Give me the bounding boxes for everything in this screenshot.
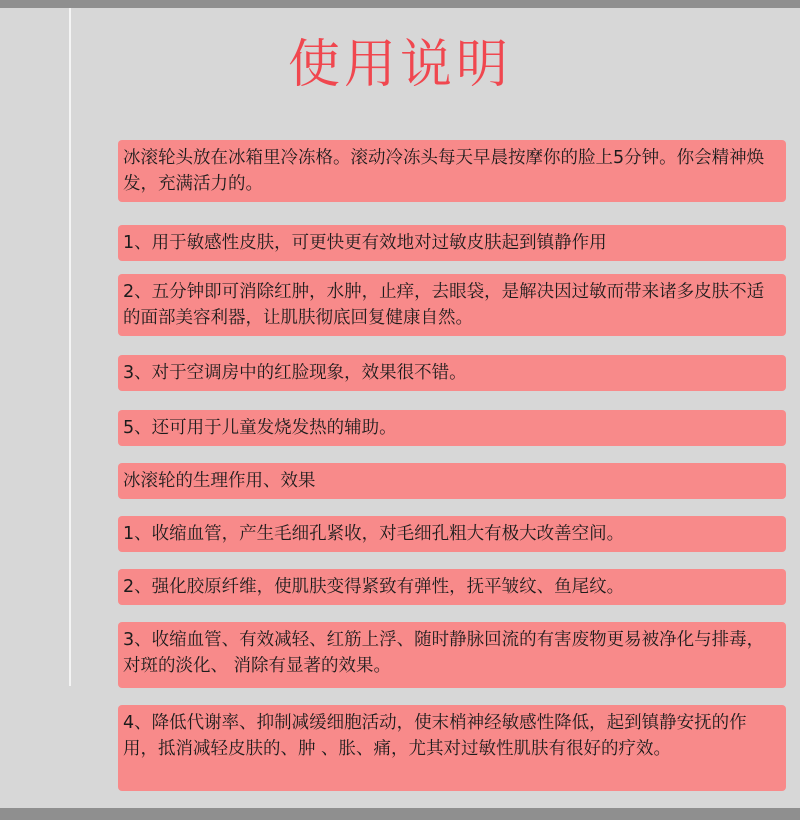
page-title: 使用说明 (287, 35, 512, 95)
list-item: 2、强化胶原纤维，使肌肤变得紧致有弹性，抚平皱纹、鱼尾纹。 (118, 569, 786, 605)
list-item: 1、用于敏感性皮肤，可更快更有效地对过敏皮肤起到镇静作用 (118, 225, 786, 261)
list-item: 5、还可用于儿童发烧发热的辅助。 (118, 410, 786, 446)
list-item: 4、降低代谢率、抑制减缓细胞活动，使末梢神经敏感性降低，起到镇静安抚的作用，抵消减轻皮肤的、肿 、胀、痛，尤其对过敏性肌肤有很好的疗效。 (118, 705, 786, 791)
list-item: 3、对于空调房中的红脸现象，效果很不错。 (118, 355, 786, 391)
top-border (0, 0, 800, 8)
list-item: 3、收缩血管、有效减轻、红筋上浮、随时静脉回流的有害废物更易被净化与排毒，对斑的淡化、 消除有显著的效果。 (118, 622, 786, 688)
list-item: 1、收缩血管，产生毛细孔紧收，对毛细孔粗大有极大改善空间。 (118, 516, 786, 552)
bottom-border (0, 808, 800, 820)
list-item: 2、五分钟即可消除红肿，水肿，止痒，去眼袋，是解决因过敏而带来诸多皮肤不适的面部美容利器，让肌肤彻底回复健康自然。 (118, 274, 786, 336)
vertical-divider (69, 8, 71, 686)
section-heading: 冰滚轮的生理作用、效果 (118, 463, 786, 499)
intro-text: 冰滚轮头放在冰箱里冷冻格。滚动冷冻头每天早晨按摩你的脸上5分钟。你会精神焕发，充满活力的。 (118, 140, 786, 202)
